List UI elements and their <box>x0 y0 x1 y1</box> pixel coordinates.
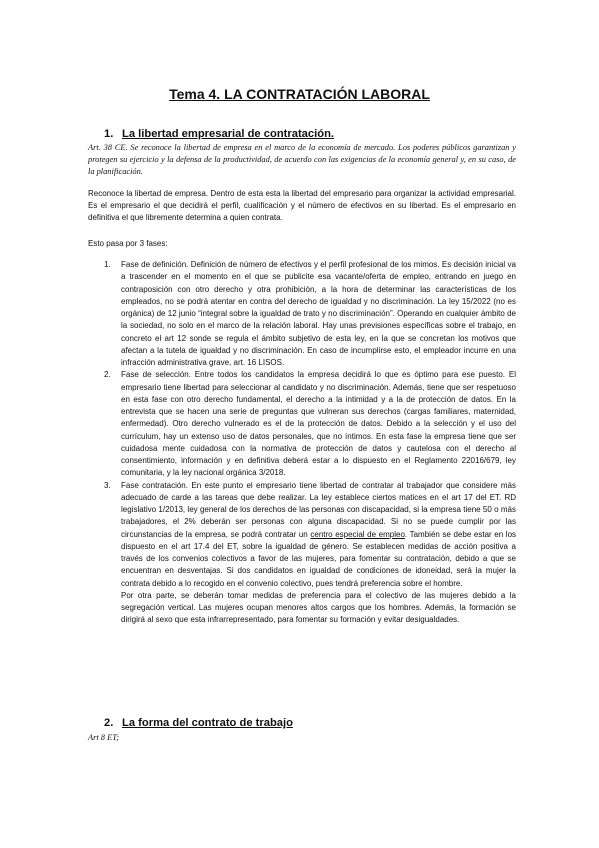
paragraph-libertad-empresa: Reconoce la libertad de empresa. Dentro de esta esta la libertad del empresario para organizar la actividad empresarial. Es el empresario el que decidirá el perfil, cualificación y el número de efectivos en su libertad. Es el empresario en definitiva el que libremente determina a quien contrata. <box>88 189 516 223</box>
list-item-number: 1. <box>104 260 111 269</box>
list-item-text: Fase de definición. Definición de número de efectivos y el perfil profesional de los mimos. Es decisión inicial va a trascender en el momento en el que se publicite esa vacante/oferta de empleo, entrando en juego en contraposición con otro derecho y otra prohibición, a la hora de determinar las características de los empleados, no se podrá atentar en contra del derecho de igualdad y no discriminación. La ley 15/2022 (no es orgánica) de 12 junio “integral sobre la igualdad de trato y no discriminación”. Operando en cualquier ámbito de la sociedad, no solo en el marco de la relación laboral. Hay unas previsiones específicas sobre el trabajo, en concreto el art 12 sonde se regula el ámbito subjetivo de esta ley, en la que se concretan los motivos que afectan a la tutela de igualdad y no discriminación. En caso de incumplirse esto, el empleador incurre en una infracción administrativa grave, art. 16 LISOS. <box>121 260 516 367</box>
list-item <box>104 369 516 479</box>
list-item-paragraph: Por otra parte, se deberán tomar medidas de preferencia para el colectivo de las mujeres debido a la segregación vertical. Las mujeres ocupan menores altos cargos que los hombres. Además, la formación se dirigirá al sexo que esta infrarrepresentado, para fomentar su formación y evitar desigualdades. <box>121 590 516 625</box>
paragraph-fases-intro: Esto pasa por 3 fases: <box>88 239 168 248</box>
list-item-text: Fase de selección. Entre todos los candidatos la empresa decidirá lo que es óptimo para ese puesto. El empresario tiene libertad para seleccionar al candidato y no discriminación. Además, tiene que ser respetuoso en esta fase con otro derecho fundamental, el derecho a la intimidad y a la de protección de datos. En la entrevista que se hacen una serie de preguntas que vulneran sus derechos (cargas familiares, maternidad, enfermedad). Otro derecho vulnerado es el de la protección de datos. Debido a la selección y el uso del currículum, hay un extenso uso de datos personales, que no íntimos. En esta fase la empresa tiene que ser cuidadosa mente cuidadosa con la normativa de protección de datos y cautelosa con el derecho al consentimiento, información y en definitiva deberá estar a lo dispuesto en el Reglamento 22016/679, ley comunitaria, y la ley nacional orgánica 3/2018. <box>121 370 516 478</box>
section-2-number: 2. <box>104 717 114 729</box>
list-item-text: Fase contratación. En este punto el empresario tiene libertad de contratar al trabajador que considere más adecuado de carde a las tareas que debe realizar. La ley establece ciertos matices en el art 17 del ET. RD legislativo 1/2013, ley general de los derechos de las personas con discapacidad, si la empresa tiene 50 o más trabajadores, el 2% deberán ser personas con alguna discapacidad. Si no se puede cumplir por las circunstancias de la empresa, se podrá contratar un <box>121 480 516 539</box>
list-item <box>104 259 516 369</box>
page-title: Tema 4. LA CONTRATACIÓN LABORAL <box>169 86 430 102</box>
article-38-quote: Art. 38 CE. Se reconoce la libertad de empresa en el marco de la economía de mercado. Los poderes públicos garantizan y protegen su ejercicio y la defensa de la productividad, de acuerdo con las exigencias de la economía general y, en su caso, de la planificación. <box>88 143 516 176</box>
section-1-number: 1. <box>104 128 114 140</box>
section-2-heading <box>104 717 293 729</box>
list-item <box>104 480 516 627</box>
article-8-reference: Art 8 ET; <box>88 733 120 742</box>
list-item-text-cont: . También se debe estar en los dispuesto en el art 17.4 del ET, sobre la igualdad de género. Se establecen medidas de acción positiva a través de los convenios colectivos a favor de las mujeres, para fomentar su contratación, debido a que se encuentran en desventajas. Si dos candidatos en igualdad de condiciones de idoneidad, será la mujer la contrata debido a lo recogido en el convenio colectivo, pues tendrá preferencia sobre el hombre. <box>121 529 517 588</box>
fases-list <box>104 259 516 627</box>
section-2-title: La forma del contrato de trabajo <box>122 717 293 729</box>
underlined-term: centro especial de empleo <box>310 529 405 539</box>
section-1-title: La libertad empresarial de contratación. <box>122 128 335 140</box>
section-1-heading <box>104 128 334 140</box>
list-item-number: 3. <box>104 480 111 490</box>
list-item-number: 2. <box>104 370 111 380</box>
